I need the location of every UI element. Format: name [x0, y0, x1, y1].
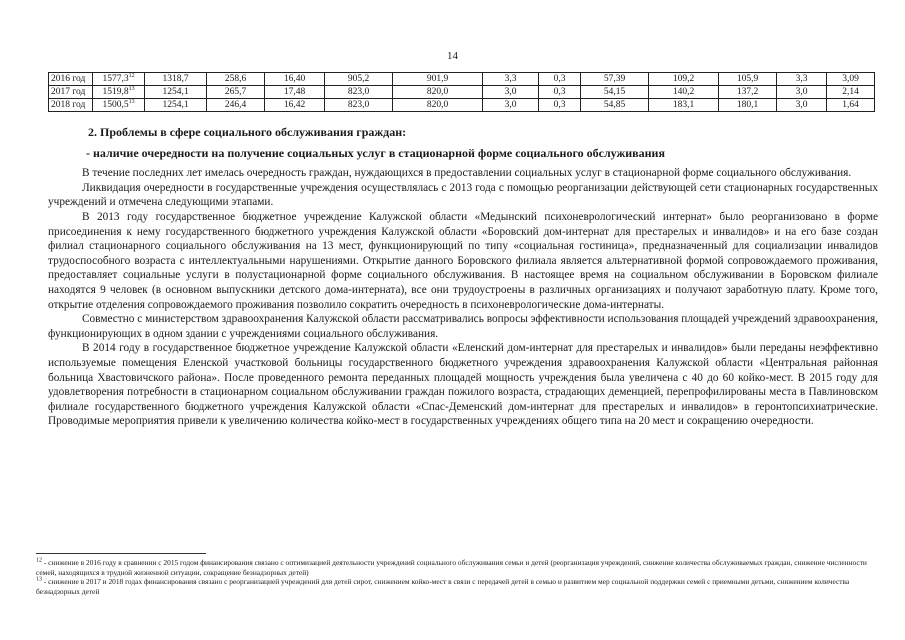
table-cell: 2017 год	[49, 86, 93, 99]
table-cell: 3,0	[483, 86, 539, 99]
table-cell: 820,0	[393, 86, 483, 99]
table-cell: 2,14	[827, 86, 875, 99]
table-cell: 54,15	[581, 86, 649, 99]
table-cell: 3,0	[777, 99, 827, 112]
table-cell: 0,3	[539, 73, 581, 86]
table-cell: 265,7	[207, 86, 265, 99]
document-body	[48, 125, 878, 429]
table-cell: 137,2	[719, 86, 777, 99]
paragraph: Ликвидация очередности в государственные учреждения осуществлялась с 2013 года с помощью реорганизации действующей сети стационарных государственных учреждений и отмечена следующими этапами.	[48, 181, 878, 209]
table-cell: 109,2	[649, 73, 719, 86]
table-cell: 57,39	[581, 73, 649, 86]
table-cell: 1577,3$^{12}$	[93, 73, 145, 86]
table-row	[49, 99, 875, 112]
table-cell: 2016 год	[49, 73, 93, 86]
table-cell: 905,2	[325, 73, 393, 86]
paragraph: В 2013 году государственное бюджетное учреждение Калужской области «Медынский психоневрологический интернат» было реорганизовано в форме присоединения к нему государственного бюджетного учреждения Калужской области «Боровский дом-интернат для престарелых и инвалидов» и на его базе создан филиал стационарного социального обслуживания на 13 мест, функционирующий по типу «социальная гостиница», предназначенный для социализации инвалидов трудоспособного возраста с интеллектуальными нарушениями. Открытие данного Боровского филиала является альтернативной формой сопровождаемого проживания, предоставляет социальные услуги в полустационарной форме социального обслуживания. В настоящее время на социальном обслуживании в Боровском филиале находятся 9 человек (в основном выпускники детского дома-интерната), все они трудоустроены в различных организациях и получают заработную плату. Кроме того, открытие отделения сопровождаемого проживания позволило сократить очередность в психоневрологические дома-интернаты.	[48, 210, 878, 311]
table-cell: 0,3	[539, 86, 581, 99]
table-cell: 183,1	[649, 99, 719, 112]
table-cell: 3,0	[777, 86, 827, 99]
table-cell: 246,4	[207, 99, 265, 112]
table-cell: 823,0	[325, 99, 393, 112]
footnote-ref[interactable]: 13	[128, 98, 135, 105]
footnote-mark: 12	[36, 557, 42, 564]
table-cell: 820,0	[393, 99, 483, 112]
table-cell: 823,0	[325, 86, 393, 99]
paragraph: В 2014 году в государственное бюджетное учреждение Калужской области «Еленский дом-интернат для престарелых и инвалидов» были переданы неэффективно используемые помещения Еленской участковой больницы государственного бюджетного учреждения здравоохранения Калужской области «Центральная районная больница Хвастовичского района». После проведенного ремонта переданных площадей мощность учреждения была увеличена с 40 до 60 койко-мест. В 2015 году для удовлетворения потребности в стационарном социальном обслуживании граждан пожилого возраста, страдающих деменцией, перепрофилированы места в Павлиновском филиале государственного бюджетного учреждения Калужской области «Спас-Деменский дом-интернат для престарелых и инвалидов» в геронтопсихиатрические. Проводимые мероприятия привели к увеличению количества койко-мест в государственных учреждениях общего типа на 20 мест и сокращению очередности.	[48, 342, 878, 428]
table-cell: 16,40	[265, 73, 325, 86]
table-cell: 17,48	[265, 86, 325, 99]
table-cell: 180,1	[719, 99, 777, 112]
footnote-divider	[36, 553, 206, 554]
table-cell: 16,42	[265, 99, 325, 112]
footnote-ref[interactable]: 12	[128, 72, 135, 79]
footnotes	[36, 558, 878, 596]
statistics-table	[48, 72, 875, 112]
table-cell: 3,3	[777, 73, 827, 86]
table-cell: 140,2	[649, 86, 719, 99]
table-cell: 3,0	[483, 99, 539, 112]
table-cell: 1254,1	[145, 99, 207, 112]
table-cell: 1,64	[827, 99, 875, 112]
footnote: $^{12}$ - снижение в 2016 году в сравнении с 2015 годом финансирования связано с оптимизацией деятельности учреждений социального обслуживания семьи и детей (реорганизация учреждений, снижение количества обслуживаемых граждан, снижение численности семей, находящихся в трудной жизненной ситуации, сокращение безнадзорных детей)	[36, 557, 867, 577]
table-cell: 1254,1	[145, 86, 207, 99]
table-cell: 1500,5$^{13}$	[93, 99, 145, 112]
table-cell: 0,3	[539, 99, 581, 112]
footnote-ref[interactable]: 13	[128, 85, 135, 92]
table-row	[49, 86, 875, 99]
table-cell: 1519,8$^{13}$	[93, 86, 145, 99]
footnote: $^{13}$ - снижение в 2017 и 2018 годах финансирования связано с реорганизацией учреждений для детей сирот, снижением койко-мест в связи с передачей детей в семью и развитием мер социальной поддержки семей с приемными детьми, снижением количества безнадзорных детей	[36, 576, 850, 596]
section-heading: 2. Проблемы в сфере социального обслуживания граждан:	[88, 125, 407, 139]
table-row	[49, 73, 875, 86]
table-cell: 105,9	[719, 73, 777, 86]
footnote-mark: 13	[36, 576, 42, 583]
subsection-heading: - наличие очередности на получение социальных услуг в стационарной форме социального обслуживания	[86, 145, 665, 160]
table-cell: 54,85	[581, 99, 649, 112]
table-cell: 901,9	[393, 73, 483, 86]
paragraph: В течение последних лет имелась очередность граждан, нуждающихся в предоставлении социальных услуг в стационарной форме социального обслуживания.	[82, 167, 852, 180]
table-cell: 2018 год	[49, 99, 93, 112]
table-cell: 3,09	[827, 73, 875, 86]
table-cell: 258,6	[207, 73, 265, 86]
table-cell: 1318,7	[145, 73, 207, 86]
page-number: 14	[447, 50, 458, 62]
table-cell: 3,3	[483, 73, 539, 86]
paragraph: Совместно с министерством здравоохранения Калужской области рассматривались вопросы эффективности использования площадей учреждений здравоохранения, функционирующих в одном здании с учреждениями социального обслуживания.	[48, 313, 878, 340]
